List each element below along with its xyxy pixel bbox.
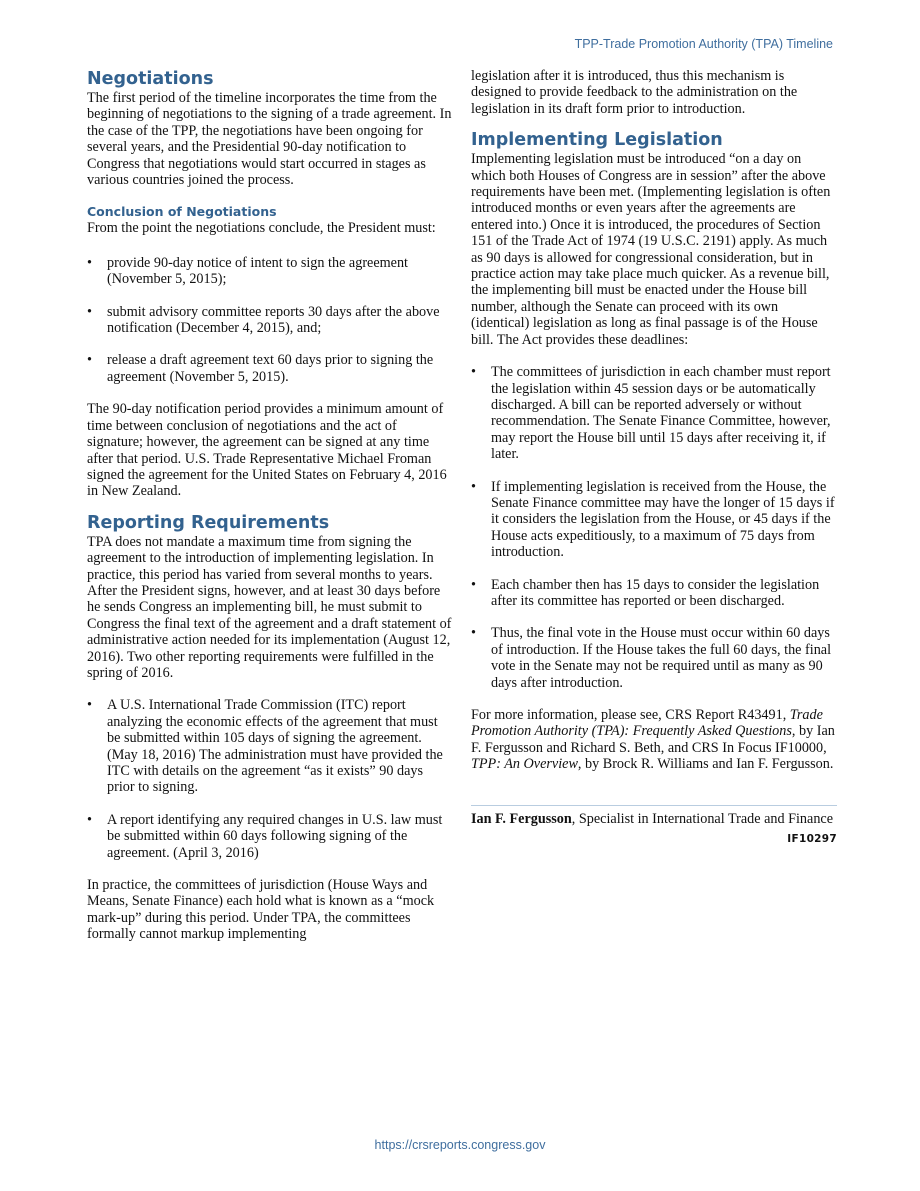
heading-reporting-requirements: Reporting Requirements [87,512,330,533]
list-item: • A report identifying any required changes in U.S. law must be submitted within 60 days following signing of the agreement. (April 3, 2016) [87,811,443,861]
heading-implementing-legislation: Implementing Legislation [471,130,723,151]
bullet-icon: • [87,352,92,369]
conclusion-paragraph: The 90-day notification period provides a minimum amount of time between conclusion of negotiations and the act of signature; however, the agreement can be signed at any time after that period. U.S. Trade Representative Michael Froman signed the agreement for the United States on February 4, 2016 in New Zealand. [87,401,447,500]
report-title-tpp-overview: TPP: An Overview [471,756,578,773]
list-item: • Each chamber then has 15 days to consider the legislation after its committee has reported or been discharged. [471,576,820,609]
mock-markup-paragraph-continued: legislation after it is introduced, thus this mechanism is designed to provide feedback to the administration on the legislation in its draft form prior to introduction. [471,68,798,117]
list-item: • submit advisory committee reports 30 days after the above notification (December 4, 2015), and; [87,303,440,337]
list-item: • A U.S. International Trade Commission (ITC) report analyzing the economic effects of the agreement that must be submitted within 105 days of signing the agreement. (May 18, 2016) The administration must have provided the ITC with details on the agreement “as it exists” 90 days prior to signing. [87,697,443,796]
bullet-icon: • [87,303,92,320]
bullet-icon: • [471,364,476,381]
bullet-icon: • [87,811,92,828]
list-item: • The committees of jurisdiction in each chamber must report the legislation within 45 session days or be automatically discharged. A bill can be reported adversely or without recommendation. The Senate Finance Committee, however, may report the House bill until 15 days after receiving it, if later. [471,364,831,463]
list-item: • provide 90-day notice of intent to sign the agreement (November 5, 2015); [87,254,408,288]
list-item: • If implementing legislation is received from the House, the Senate Finance committee may have the longer of 15 days if it considers the legislation from the House, or 45 days if the House acts expeditiously, to a maximum of 75 days from introduction. [471,478,835,561]
author-divider [471,805,837,806]
mock-markup-paragraph: In practice, the committees of jurisdiction (House Ways and Means, Senate Finance) each hold what is known as a “mock mark-up” during this period. Under TPA, the committees formally cannot markup implementing [87,877,435,943]
bullet-icon: • [87,254,92,271]
author-line [471,810,837,828]
bullet-icon: • [87,697,92,714]
heading-conclusion-of-negotiations: Conclusion of Negotiations [87,204,277,220]
right-column [471,68,837,847]
author-name: Ian F. Fergusson [471,810,572,827]
more-information-paragraph: For more information, please see, CRS Report R43491, Trade Promotion Authority (TPA): Frequently Asked Questions, by Ian F. Fergusson and Richard S. Beth, and CRS In Focus IF10000, TPP: An Overview, by Brock R. Williams and Ian F. Fergusson. [471,707,835,773]
implementing-paragraph: Implementing legislation must be introduced “on a day on which both Houses of Congress are in session” after the above requirements have been met. (Implementing legislation is often introduced months or even years after the agreements are entered into.) Once it is introduced, the procedures of Section 151 of the Trade Act of 1974 (19 U.S.C. 2191) apply. As much as 90 days is allowed for congressional consideration, but in practice action may take place much quicker. As a revenue bill, the implementing bill must be enacted under the House bill number, although the Senate can proceed with its own (identical) legislation as long as final passage is of the House bill. The Act provides these deadlines: [471,151,831,348]
bullet-icon: • [471,478,476,495]
conclusion-bullet-list [87,255,453,385]
list-item: • release a draft agreement text 60 days prior to signing the agreement (November 5, 2015). [87,352,434,385]
author-role: , Specialist in International Trade and Finance [571,810,834,827]
reporting-paragraph: TPA does not mandate a maximum time from signing the agreement to the introduction of implementing legislation. In practice, this period has varied from several months to years. After the President signs, however, and at least 30 days before he sends Congress an implementing bill, he must submit to Congress the final text of the agreement and a draft statement of administrative action needed for its implementation (August 12, 2016). Two other reporting requirements were fulfilled in the spring of 2016. [87,533,452,681]
report-title-tpa-faq: Trade Promotion Authority (TPA): Frequently Asked Questions [471,707,823,740]
conclusion-intro: From the point the negotiations conclude, the President must: [87,220,436,237]
negotiations-paragraph: The first period of the timeline incorporates the time from the beginning of negotiations to the signing of a trade agreement. In the case of the TPP, the negotiations have been ongoing for several years, and the Presidential 90-day notification to Congress that negotiations would start occurred in stages as various countries joined the process. [87,90,452,189]
running-header-title: TPP-Trade Promotion Authority (TPA) Timeline [574,37,833,51]
footer-url-link[interactable]: https://crsreports.congress.gov [374,1138,546,1152]
bullet-icon: • [471,576,476,593]
reporting-bullet-list [87,697,453,861]
bullet-icon: • [471,625,476,642]
left-column [87,68,453,943]
list-item: • Thus, the final vote in the House must occur within 60 days of introduction. If the House takes the full 60 days, the final vote in the Senate may not be required until as many as 90 days after introduction. [471,625,832,691]
implementing-bullet-list [471,364,837,691]
document-id: IF10297 [787,832,837,845]
heading-negotiations: Negotiations [87,69,214,89]
